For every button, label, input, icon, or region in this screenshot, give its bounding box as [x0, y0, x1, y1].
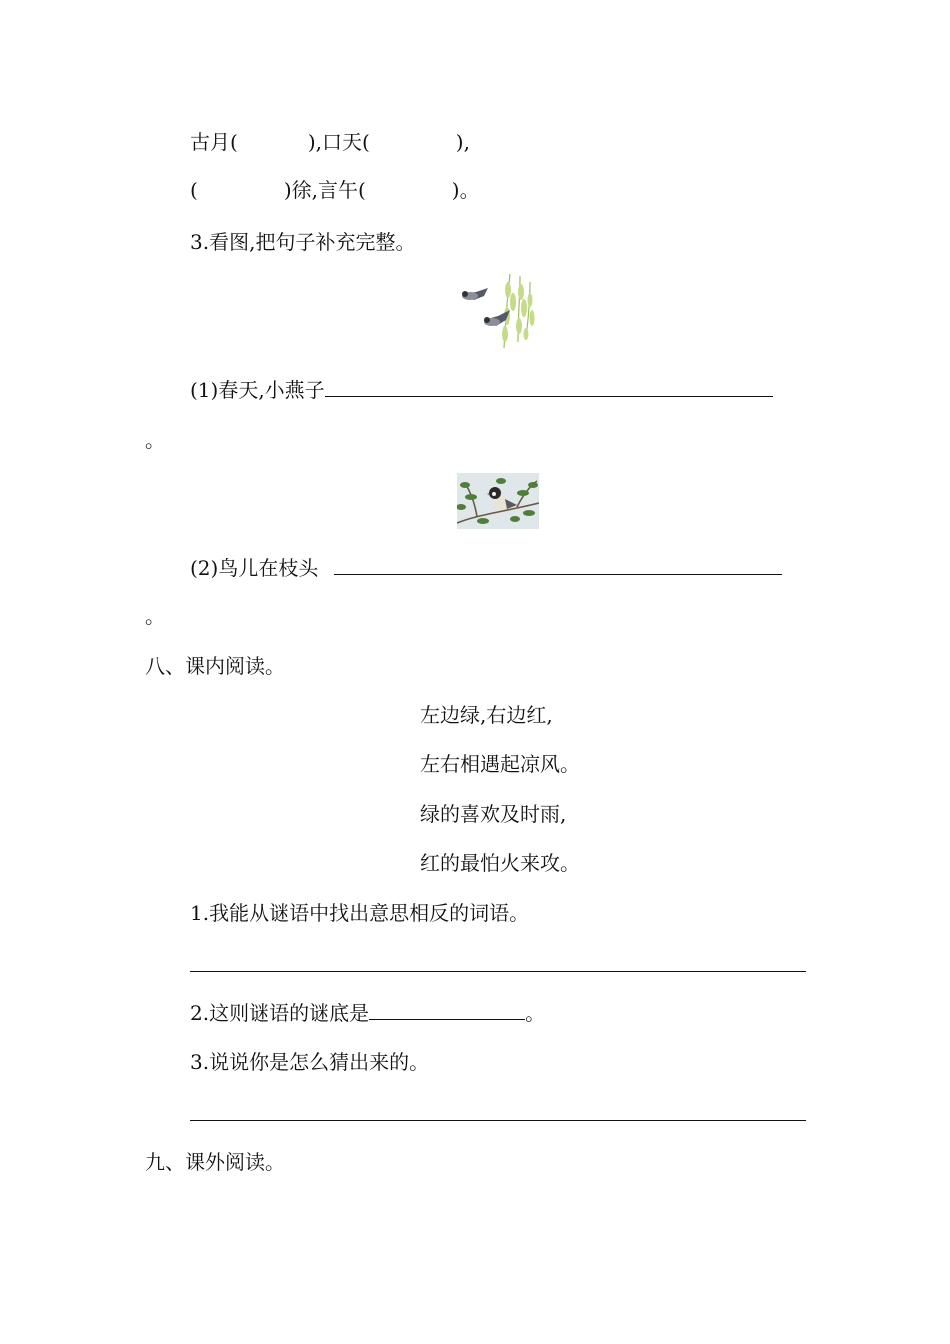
sentence-2-prefix: (2)鸟儿在枝头 — [190, 556, 319, 580]
text-comma: ), — [455, 130, 470, 154]
text-koutian: ),口天( — [307, 130, 370, 154]
sentence-2 — [190, 556, 782, 580]
text-close: )。 — [451, 178, 480, 202]
riddle-line-1: 左边绿,右边红, — [420, 703, 553, 727]
answer-line-8-3[interactable] — [190, 1120, 806, 1121]
text-open-paren: ( — [190, 178, 198, 202]
riddle-answer-blank[interactable] — [369, 1001, 525, 1020]
section-9-heading: 九、课外阅读。 — [145, 1150, 285, 1174]
section-8-heading: 八、课内阅读。 — [145, 654, 285, 678]
pair-line-1 — [190, 130, 470, 154]
question-8-2-period: 。 — [525, 1001, 546, 1025]
sentence-2-period: 。 — [145, 604, 165, 628]
sentence-1-answer-blank[interactable] — [325, 378, 773, 397]
text-guyue: 古月( — [190, 130, 238, 154]
question-8-2-text: 2.这则谜语的谜底是 — [190, 1001, 370, 1025]
sentence-1 — [190, 378, 773, 402]
swallow-1 — [462, 288, 488, 300]
question-8-3: 3.说说你是怎么猜出来的。 — [190, 1050, 430, 1074]
sentence-1-period: 。 — [145, 428, 165, 452]
swallows-willow-image — [458, 272, 540, 350]
riddle-line-3: 绿的喜欢及时雨, — [420, 802, 567, 826]
riddle-line-2: 左右相遇起凉风。 — [420, 752, 580, 776]
text-xu-yanwu: )徐,言午( — [283, 178, 366, 202]
question-8-1: 1.我能从谜语中找出意思相反的词语。 — [190, 901, 530, 925]
sentence-2-answer-blank[interactable] — [334, 556, 782, 575]
question-8-2 — [190, 1001, 545, 1025]
pair-line-2 — [190, 178, 480, 202]
answer-line-8-1[interactable] — [190, 971, 806, 972]
riddle-line-4: 红的最怕火来攻。 — [420, 851, 580, 875]
sentence-1-prefix: (1)春天,小燕子 — [190, 378, 325, 402]
bird-on-branch-image — [457, 473, 539, 529]
question-7-3: 3.看图,把句子补充完整。 — [190, 230, 416, 254]
